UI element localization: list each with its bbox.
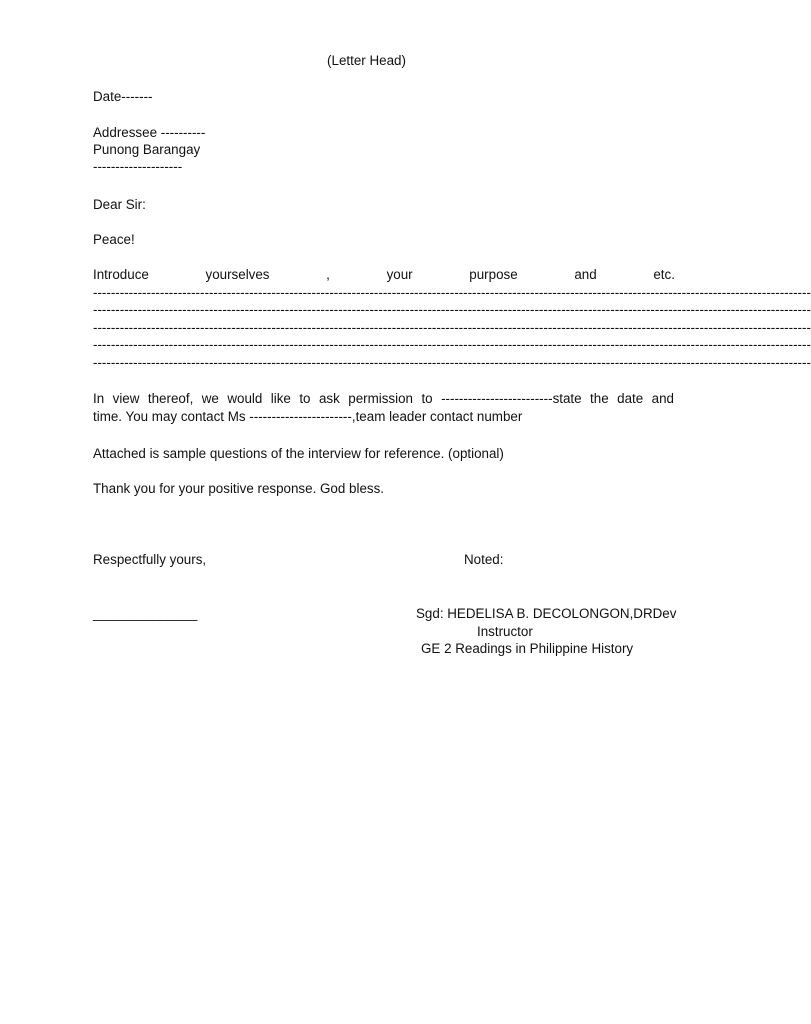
intro-word: , (326, 267, 330, 282)
intro-word: purpose (469, 267, 518, 282)
addressee-title: Punong Barangay (93, 142, 201, 157)
closing: Respectfully yours, (93, 552, 207, 567)
body-dash-line: ----------------------------------------------------------------------------------------------------------------------------------------------------------------- (93, 320, 811, 335)
intro-word: yourselves (205, 267, 270, 282)
thanks-line: Thank you for your positive response. God bless. (93, 481, 385, 496)
signatory-course: GE 2 Readings in Philippine History (421, 641, 634, 656)
signature-line: ______________ (93, 606, 198, 621)
date-line: Date------- (93, 89, 153, 104)
salutation: Dear Sir: (93, 197, 146, 212)
body-dash-line: ----------------------------------------------------------------------------------------------------------------------------------------------------------------- (93, 337, 811, 352)
addressee-blank: -------------------- (93, 159, 183, 174)
noted-label: Noted: (464, 552, 504, 567)
signatory-name: Sgd: HEDELISA B. DECOLONGON,DRDev (416, 606, 677, 621)
intro-word: Introduce (93, 267, 149, 282)
greeting: Peace! (93, 232, 135, 247)
addressee-line: Addressee ---------- (93, 125, 206, 140)
intro-line (93, 266, 675, 284)
intro-word: and (574, 267, 597, 282)
permission-line: time. You may contact Ms -----------------------,team leader contact number (93, 408, 523, 424)
permission-paragraph (93, 390, 674, 425)
signatory-position: Instructor (477, 624, 533, 639)
body-dash-line: ----------------------------------------------------------------------------------------------------------------------------------------------------------------- (93, 355, 811, 370)
body-dash-line: ----------------------------------------------------------------------------------------------------------------------------------------------------------------- (93, 302, 811, 317)
intro-word: etc. (653, 267, 675, 282)
intro-word: your (386, 267, 413, 282)
attached-note: Attached is sample questions of the interview for reference. (optional) (93, 446, 504, 461)
permission-line: In view thereof, we would like to ask permission to -------------------------state the date and (93, 391, 674, 406)
body-dash-line: ----------------------------------------------------------------------------------------------------------------------------------------------------------------- (93, 285, 811, 300)
letterhead-placeholder: (Letter Head) (327, 53, 406, 68)
